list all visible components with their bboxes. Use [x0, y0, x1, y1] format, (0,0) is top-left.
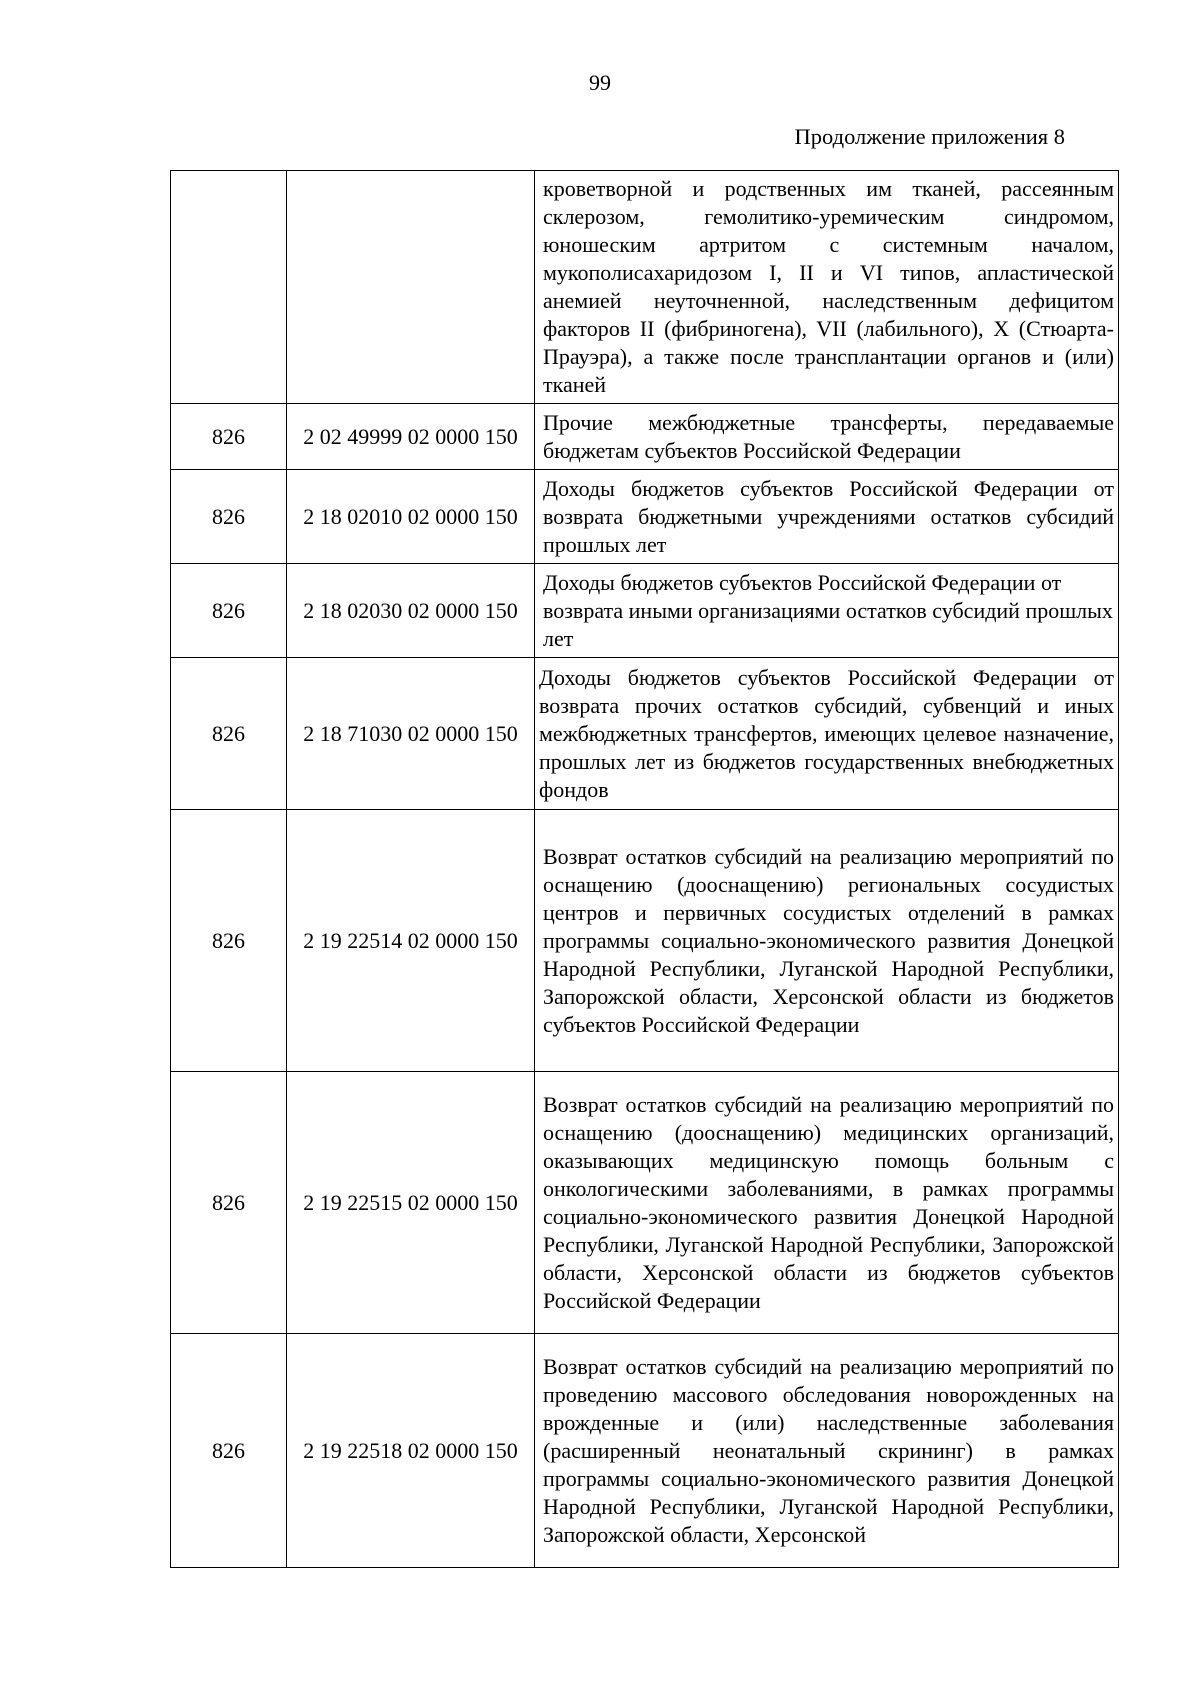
- table-row: [171, 1072, 1119, 1334]
- admin-code-cell: 826: [171, 1072, 287, 1334]
- revenue-name-cell: [535, 1334, 1119, 1568]
- revenue-name-text: Доходы бюджетов субъектов Российской Федерации от возврата иными организациями остатков субсидий прошлых лет: [543, 569, 1113, 651]
- admin-code-cell: 826: [171, 564, 287, 658]
- revenue-name-text: кроветворной и родственных им тканей, рассеянным склерозом, гемолитико-уремическим синдромом, юношеским артритом с системным началом, мукополисахаридозом I, II и VI типов, апластической анемией неуточненной, наследственным дефицитом факторов II (фибриногена), VII (лабильного), X (Стюарта-Прауэра), а также после трансплантации органов и (или) тканей: [543, 176, 1114, 397]
- table-row: [171, 564, 1119, 658]
- table-row: [171, 171, 1119, 404]
- admin-code-cell: 826: [171, 404, 287, 470]
- table-row: [171, 658, 1119, 810]
- budget-code-cell: [287, 171, 535, 404]
- admin-code-cell: 826: [171, 810, 287, 1072]
- revenue-name-text: Возврат остатков субсидий на реализацию мероприятий по оснащению (дооснащению) региональных сосудистых центров и первичных сосудистых отделений в рамках программы социально-экономического развития Донецкой Народной Республики, Луганской Народной Республики, Запорожской области, Херсонской области из бюджетов субъектов Российской Федерации: [543, 843, 1114, 1037]
- revenue-name-cell: [535, 171, 1119, 404]
- revenue-name-cell: [535, 470, 1119, 564]
- appendix-continuation-note: Продолжение приложения 8: [794, 124, 1065, 149]
- revenue-name-cell: [535, 404, 1119, 470]
- budget-code-cell: 2 18 71030 02 0000 150: [287, 658, 535, 810]
- revenue-name-text: Прочие межбюджетные трансферты, передаваемые бюджетам субъектов Российской Федерации: [543, 409, 1114, 463]
- admin-code-cell: [171, 171, 287, 404]
- revenue-name-cell: [535, 810, 1119, 1072]
- admin-code-cell: 826: [171, 1334, 287, 1568]
- revenue-name-text: Доходы бюджетов субъектов Российской Федерации от возврата прочих остатков субсидий, субвенций и иных межбюджетных трансфертов, имеющих целевое назначение, прошлых лет из бюджетов государственных внебюджетных фондов: [539, 664, 1114, 802]
- revenue-codes-table: [170, 170, 1119, 1568]
- table-row: [171, 470, 1119, 564]
- budget-code-cell: 2 19 22514 02 0000 150: [287, 810, 535, 1072]
- budget-code-cell: 2 18 02030 02 0000 150: [287, 564, 535, 658]
- revenue-name-text: Доходы бюджетов субъектов Российской Федерации от возврата бюджетными учреждениями остатков субсидий прошлых лет: [543, 475, 1114, 557]
- admin-code-cell: 826: [171, 658, 287, 810]
- budget-code-cell: 2 19 22518 02 0000 150: [287, 1334, 535, 1568]
- table-row: [171, 404, 1119, 470]
- revenue-name-text: Возврат остатков субсидий на реализацию мероприятий по оснащению (дооснащению) медицинских организаций, оказывающих медицинскую помощь больным с онкологическими заболеваниями, в рамках программы социально-экономического развития Донецкой Народной Республики, Луганской Народной Республики, Запорожской области, Херсонской области из бюджетов субъектов Российской Федерации: [543, 1091, 1114, 1313]
- table-row: [171, 810, 1119, 1072]
- budget-code-cell: 2 19 22515 02 0000 150: [287, 1072, 535, 1334]
- revenue-name-cell: [535, 658, 1119, 810]
- revenue-name-cell: [535, 564, 1119, 658]
- page-number: 99: [589, 70, 611, 95]
- revenue-name-cell: [535, 1072, 1119, 1334]
- revenue-name-text: Возврат остатков субсидий на реализацию мероприятий по проведению массового обследования новорожденных на врожденные и (или) наследственные заболевания (расширенный неонатальный скрининг) в рамках программы социально-экономического развития Донецкой Народной Республики, Луганской Народной Республики, Запорожской области, Херсонской: [543, 1353, 1114, 1547]
- budget-code-cell: 2 18 02010 02 0000 150: [287, 470, 535, 564]
- admin-code-cell: 826: [171, 470, 287, 564]
- budget-code-cell: 2 02 49999 02 0000 150: [287, 404, 535, 470]
- table-row: [171, 1334, 1119, 1568]
